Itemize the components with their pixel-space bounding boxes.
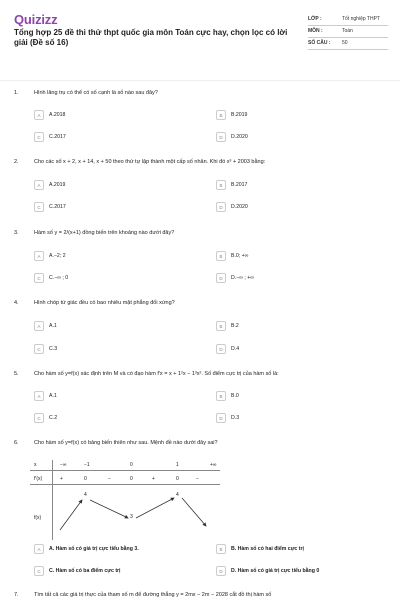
question-number: 5. <box>14 371 19 377</box>
meta-key: LỚP : <box>308 16 322 22</box>
option-letter: A <box>34 251 44 261</box>
question-text: Cho các số x + 2, x + 14, x + 50 theo thứ tự lập thành một cấp số nhân. Khi đó x³ + 2003 bằng: <box>34 159 266 165</box>
option-text: B.0; +∞ <box>231 253 249 259</box>
option-text: D.2020 <box>231 134 248 140</box>
meta-value: 50 <box>342 40 348 46</box>
option-text: C.−∞ ; 0 <box>49 275 69 281</box>
option-a[interactable] <box>34 321 57 331</box>
option-letter: A <box>34 110 44 120</box>
option-letter: B <box>216 251 226 261</box>
arrow-down <box>182 498 206 526</box>
option-text: A. Hàm số có giá trị cực tiểu bằng 3. <box>49 546 139 552</box>
question-text: Cho hàm số y=f(x) xác định trên M và có đạo hàm f'x = x + 1²x − 1³x². Số điểm cực trị của hàm số là: <box>34 371 279 377</box>
option-letter: D <box>216 413 226 423</box>
table-f-value: 4 <box>176 492 179 498</box>
table-f-label: f(x) <box>34 515 42 521</box>
option-d[interactable] <box>216 344 239 354</box>
header-divider <box>0 80 400 81</box>
meta-value: Toán <box>342 28 353 34</box>
option-a[interactable] <box>34 391 57 401</box>
option-a[interactable] <box>34 544 139 554</box>
table-fprime-label: f'(x) <box>34 476 43 482</box>
table-sign: 0 <box>130 476 133 482</box>
option-text: B.2 <box>231 323 239 329</box>
option-letter: A <box>34 180 44 190</box>
option-text: D.3 <box>231 415 240 421</box>
option-d[interactable] <box>216 273 254 283</box>
option-letter: A <box>34 321 44 331</box>
option-b[interactable] <box>216 251 248 261</box>
option-letter: D <box>216 566 226 576</box>
option-d[interactable] <box>216 202 248 212</box>
meta-row-class <box>308 14 388 26</box>
question-number: 4. <box>14 300 19 306</box>
option-d[interactable] <box>216 132 248 142</box>
table-x-value: −1 <box>84 462 90 468</box>
meta-key: MÔN : <box>308 28 323 34</box>
meta-value: Tốt nghiệp THPT <box>342 16 380 22</box>
table-sign: − <box>196 476 199 482</box>
question-number: 1. <box>14 90 19 96</box>
option-c[interactable] <box>34 344 57 354</box>
table-x-value: 0 <box>130 462 133 468</box>
table-f-value: 3 <box>130 514 133 520</box>
table-sign: + <box>60 476 63 482</box>
table-x-value: 1 <box>176 462 179 468</box>
option-text: A.−2; 2 <box>49 253 66 259</box>
table-x-label: x <box>34 462 37 468</box>
table-f-value: 4 <box>84 492 87 498</box>
option-letter: D <box>216 202 226 212</box>
option-b[interactable] <box>216 110 247 120</box>
option-text: B.2019 <box>231 112 248 118</box>
page-title: Tổng hợp 25 đề thi thử thpt quốc gia môn Toán cực hay, chọn lọc có lời giải (Đề số 16) <box>14 28 288 47</box>
option-c[interactable] <box>34 566 121 576</box>
option-c[interactable] <box>34 273 68 283</box>
option-text: A.2019 <box>49 182 66 188</box>
option-text: C.3 <box>49 346 58 352</box>
variation-table <box>30 460 220 540</box>
option-letter: B <box>216 180 226 190</box>
option-c[interactable] <box>34 132 66 142</box>
arrow-down <box>90 500 128 518</box>
option-d[interactable] <box>216 413 239 423</box>
meta-panel <box>308 14 388 50</box>
option-letter: D <box>216 273 226 283</box>
arrow-up <box>60 500 82 530</box>
table-x-value: −∞ <box>60 462 67 468</box>
option-b[interactable] <box>216 544 304 554</box>
option-letter: B <box>216 544 226 554</box>
question-text: Hình chóp tứ giác đều có bao nhiêu mặt phẳng đối xứng? <box>34 300 175 306</box>
question-text: Hình lăng trụ có thể có số cạnh là số nào sau đây? <box>34 90 158 96</box>
option-text: D.−∞ ; +∞ <box>231 275 254 281</box>
option-letter: C <box>34 413 44 423</box>
option-letter: B <box>216 110 226 120</box>
option-text: B.2017 <box>231 182 248 188</box>
option-letter: A <box>34 544 44 554</box>
option-text: A.1 <box>49 393 57 399</box>
option-b[interactable] <box>216 321 239 331</box>
option-b[interactable] <box>216 391 239 401</box>
question-number: 7. <box>14 592 19 598</box>
arrow-up <box>136 498 174 518</box>
question-text: Cho hàm số y=f(x) có bảng biến thiên như sau. Mệnh đề nào dưới đây sai? <box>34 440 218 446</box>
option-text: A.2018 <box>49 112 66 118</box>
option-letter: C <box>34 132 44 142</box>
option-c[interactable] <box>34 413 57 423</box>
option-letter: B <box>216 321 226 331</box>
option-letter: C <box>34 566 44 576</box>
option-b[interactable] <box>216 180 247 190</box>
question-text: Hàm số y = 2/(x+1) đồng biến trên khoảng nào dưới đây? <box>34 230 175 236</box>
table-x-value: +∞ <box>210 462 217 468</box>
option-letter: C <box>34 344 44 354</box>
option-text: C. Hàm số có ba điểm cực trị <box>49 568 121 574</box>
option-c[interactable] <box>34 202 66 212</box>
option-d[interactable] <box>216 566 319 576</box>
option-text: C.2 <box>49 415 58 421</box>
meta-key: SỐ CÂU : <box>308 40 331 46</box>
option-letter: B <box>216 391 226 401</box>
option-text: C.2017 <box>49 204 66 210</box>
question-number: 6. <box>14 440 19 446</box>
meta-row-subject <box>308 26 388 38</box>
option-a[interactable] <box>34 110 65 120</box>
table-sign: + <box>152 476 155 482</box>
option-text: A.1 <box>49 323 57 329</box>
option-text: B. Hàm số có hai điểm cực trị <box>231 546 304 552</box>
table-sign: 0 <box>176 476 179 482</box>
meta-row-count <box>308 38 388 50</box>
option-letter: D <box>216 344 226 354</box>
option-a[interactable] <box>34 251 66 261</box>
option-text: D.4 <box>231 346 240 352</box>
brand-logo: Quizizz <box>14 12 58 27</box>
option-text: B.0 <box>231 393 239 399</box>
variation-arrows <box>30 460 220 540</box>
option-letter: C <box>34 202 44 212</box>
table-sign: − <box>108 476 111 482</box>
option-letter: D <box>216 132 226 142</box>
option-a[interactable] <box>34 180 65 190</box>
option-text: C.2017 <box>49 134 66 140</box>
question-number: 2. <box>14 159 19 165</box>
option-text: D.2020 <box>231 204 248 210</box>
question-number: 3. <box>14 230 19 236</box>
option-text: D. Hàm số có giá trị cực tiểu bằng 0 <box>231 568 320 574</box>
option-letter: C <box>34 273 44 283</box>
table-sign: 0 <box>84 476 87 482</box>
option-letter: A <box>34 391 44 401</box>
question-text: Tìm tất cả các giá trị thực của tham số m để đường thẳng y = 2mx − 2m − 2028 cắt đồ thị hàm số <box>34 592 272 598</box>
